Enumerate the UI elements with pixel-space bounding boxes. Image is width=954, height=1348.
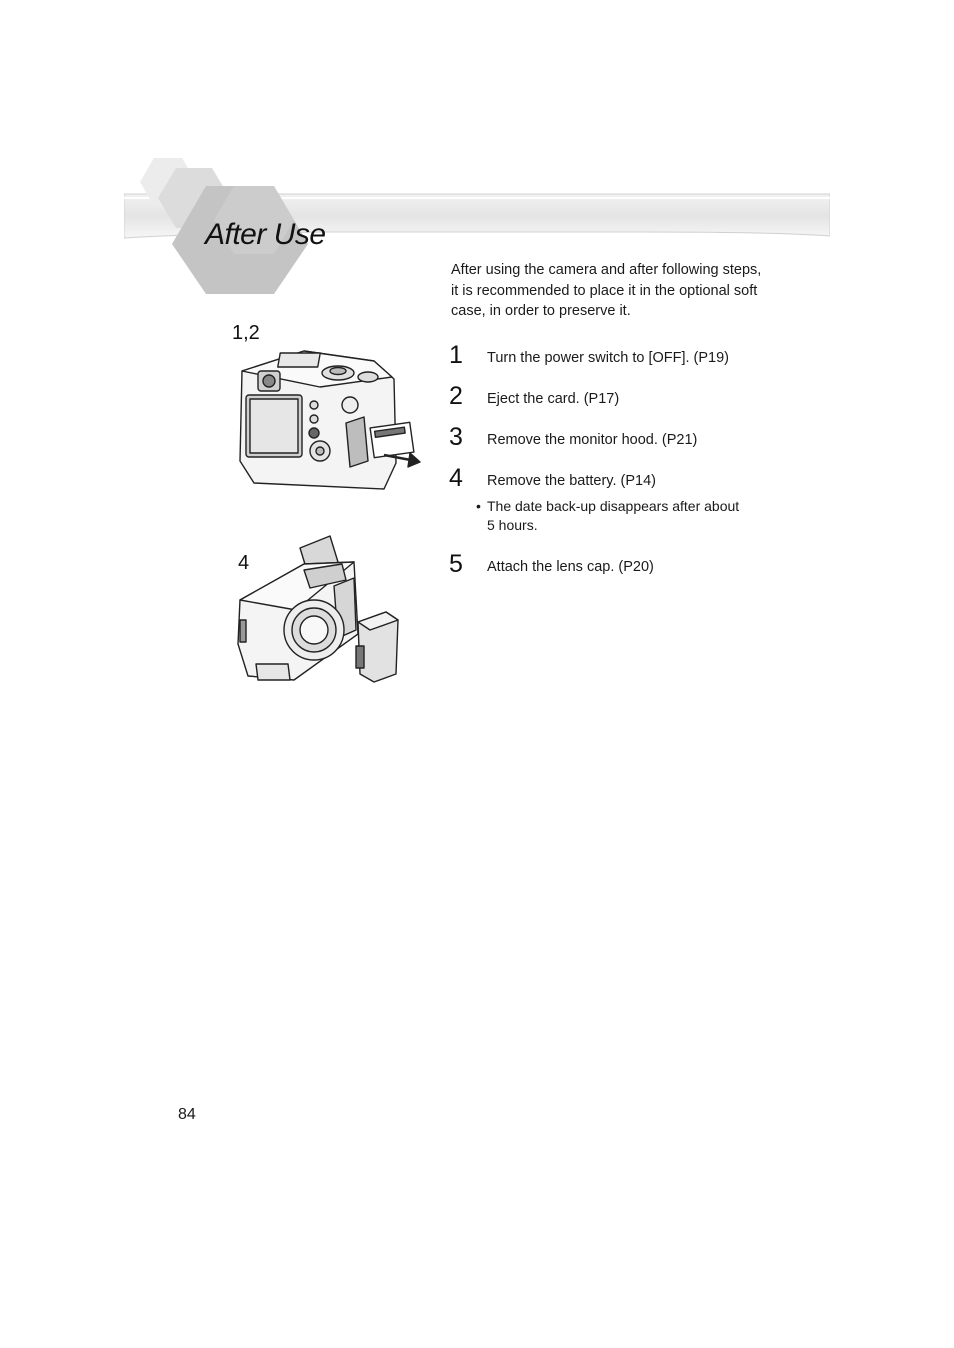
steps-list	[449, 340, 779, 590]
page-title: After Use	[205, 218, 326, 251]
step-text: Turn the power switch to [OFF]. (P19)	[487, 350, 730, 366]
step-number: 5	[449, 550, 463, 578]
step-number: 4	[449, 464, 463, 492]
bullet-icon: •	[476, 498, 481, 514]
figure-2-label: 4	[238, 552, 250, 574]
step-item	[449, 340, 779, 381]
intro-paragraph: After using the camera and after following steps, it is recommended to place it in the optional soft case, in order to preserve it.	[451, 262, 762, 319]
step-text: Eject the card. (P17)	[487, 391, 620, 407]
step-text: Attach the lens cap. (P20)	[487, 559, 654, 575]
step-item	[449, 549, 779, 590]
camera-battery-illustration	[234, 534, 404, 686]
page-number: 84	[178, 1106, 196, 1123]
step-number: 2	[449, 382, 463, 410]
step-number: 3	[449, 423, 463, 451]
note-text: The date back-up disappears after about 5 hours.	[487, 498, 740, 533]
step-item	[449, 381, 779, 422]
step-note	[449, 497, 779, 549]
step-text: Remove the monitor hood. (P21)	[487, 432, 698, 448]
camera-back-illustration	[234, 343, 424, 493]
figure-1-label: 1,2	[232, 322, 260, 344]
step-text: Remove the battery. (P14)	[487, 473, 656, 489]
step-number: 1	[449, 341, 463, 369]
step-item	[449, 422, 779, 463]
